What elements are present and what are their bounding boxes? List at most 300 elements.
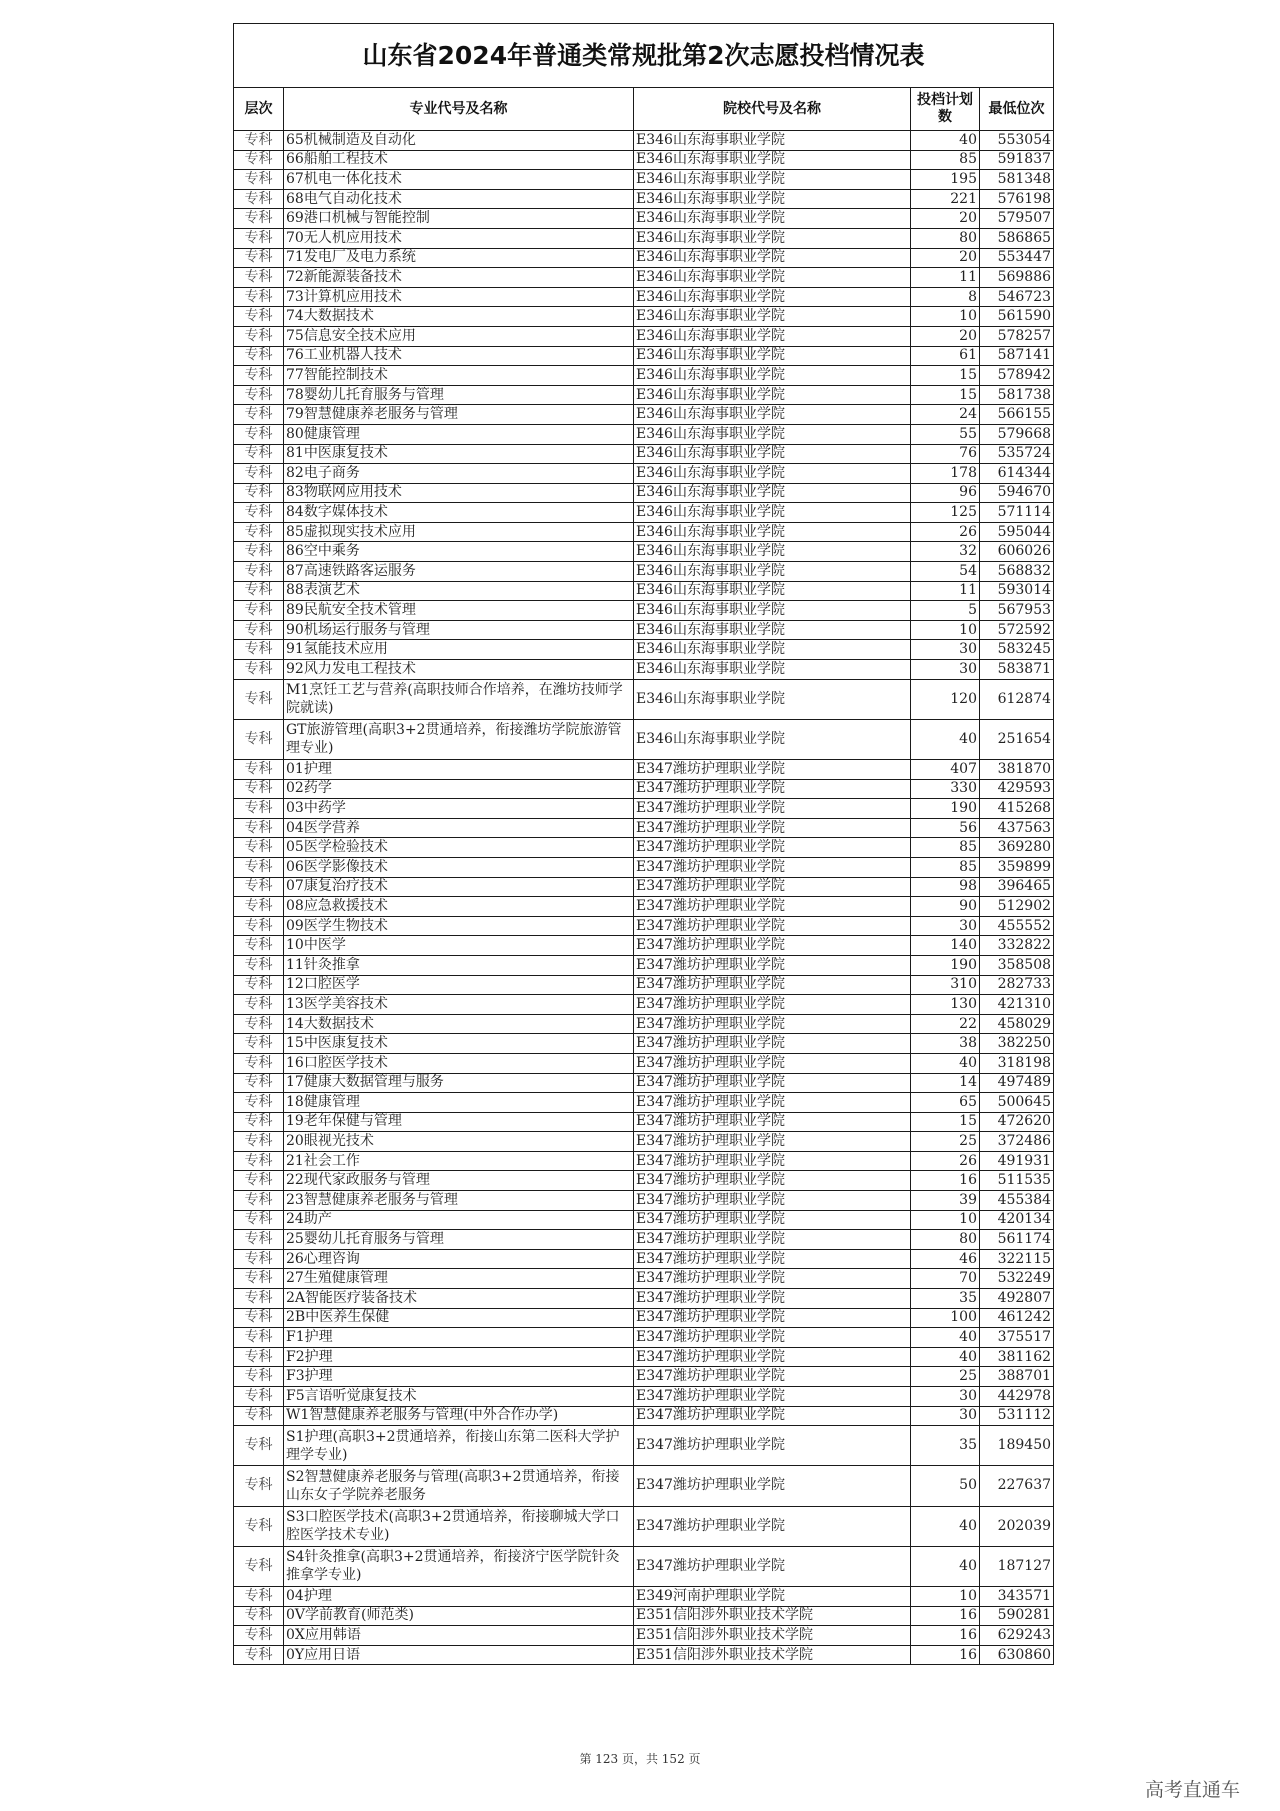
plan-count-cell: 330: [911, 779, 980, 799]
level-cell: 专科: [234, 307, 284, 327]
major-cell: 10中医学: [284, 936, 634, 956]
level-cell: 专科: [234, 1073, 284, 1093]
level-cell: 专科: [234, 779, 284, 799]
min-rank-cell: 472620: [980, 1112, 1054, 1132]
plan-count-cell: 80: [911, 1230, 980, 1250]
min-rank-cell: 583245: [980, 640, 1054, 660]
level-cell: 专科: [234, 209, 284, 229]
major-cell: 11针灸推拿: [284, 955, 634, 975]
school-cell: E349河南护理职业学院: [634, 1586, 911, 1606]
table-row: [234, 1347, 1054, 1367]
min-rank-cell: 594670: [980, 483, 1054, 503]
major-cell: 04医学营养: [284, 818, 634, 838]
major-cell: 86空中乘务: [284, 542, 634, 562]
level-cell: 专科: [234, 1151, 284, 1171]
level-cell: 专科: [234, 1034, 284, 1054]
plan-count-cell: 40: [911, 1328, 980, 1348]
plan-count-cell: 98: [911, 877, 980, 897]
major-cell: 17健康大数据管理与服务: [284, 1073, 634, 1093]
school-cell: E347潍坊护理职业学院: [634, 1249, 911, 1269]
table-row: [234, 444, 1054, 464]
major-cell: 75信息安全技术应用: [284, 326, 634, 346]
level-cell: 专科: [234, 522, 284, 542]
level-cell: 专科: [234, 1289, 284, 1309]
table-row: [234, 1053, 1054, 1073]
school-cell: E346山东海事职业学院: [634, 189, 911, 209]
major-cell: 84数字媒体技术: [284, 503, 634, 523]
major-cell: 70无人机应用技术: [284, 228, 634, 248]
plan-count-cell: 96: [911, 483, 980, 503]
level-cell: 专科: [234, 936, 284, 956]
school-cell: E347潍坊护理职业学院: [634, 1230, 911, 1250]
min-rank-cell: 458029: [980, 1014, 1054, 1034]
plan-count-cell: 16: [911, 1626, 980, 1646]
plan-count-cell: 85: [911, 838, 980, 858]
plan-count-cell: 10: [911, 307, 980, 327]
school-cell: E347潍坊护理职业学院: [634, 1426, 911, 1466]
school-cell: E351信阳涉外职业技术学院: [634, 1645, 911, 1665]
plan-count-cell: 40: [911, 1546, 980, 1586]
school-cell: E347潍坊护理职业学院: [634, 779, 911, 799]
major-cell: 03中药学: [284, 799, 634, 819]
min-rank-cell: 359899: [980, 857, 1054, 877]
table-row: [234, 679, 1054, 719]
table-body: [234, 131, 1054, 1665]
level-cell: 专科: [234, 1387, 284, 1407]
level-cell: 专科: [234, 1347, 284, 1367]
plan-count-cell: 140: [911, 936, 980, 956]
school-cell: E346山东海事职业学院: [634, 366, 911, 386]
major-cell: 04护理: [284, 1586, 634, 1606]
major-cell: S1护理(高职3+2贯通培养，衔接山东第二医科大学护理学专业): [284, 1426, 634, 1466]
major-cell: 25婴幼儿托育服务与管理: [284, 1230, 634, 1250]
level-cell: 专科: [234, 1367, 284, 1387]
table-row: [234, 719, 1054, 759]
school-cell: E346山东海事职业学院: [634, 679, 911, 719]
header-row: [234, 88, 1054, 131]
min-rank-cell: 420134: [980, 1210, 1054, 1230]
major-cell: 16口腔医学技术: [284, 1053, 634, 1073]
school-cell: E346山东海事职业学院: [634, 444, 911, 464]
major-cell: 68电气自动化技术: [284, 189, 634, 209]
major-cell: 80健康管理: [284, 424, 634, 444]
school-cell: E346山东海事职业学院: [634, 268, 911, 288]
school-cell: E346山东海事职业学院: [634, 170, 911, 190]
school-cell: E346山东海事职业学院: [634, 581, 911, 601]
level-cell: 专科: [234, 601, 284, 621]
major-cell: 08应急救援技术: [284, 897, 634, 917]
table-row: [234, 1191, 1054, 1211]
table-row: [234, 209, 1054, 229]
school-cell: E346山东海事职业学院: [634, 307, 911, 327]
major-cell: W1智慧健康养老服务与管理(中外合作办学): [284, 1406, 634, 1426]
min-rank-cell: 579507: [980, 209, 1054, 229]
min-rank-cell: 546723: [980, 287, 1054, 307]
major-cell: 15中医康复技术: [284, 1034, 634, 1054]
min-rank-cell: 202039: [980, 1506, 1054, 1546]
plan-count-cell: 10: [911, 1586, 980, 1606]
plan-count-cell: 46: [911, 1249, 980, 1269]
level-cell: 专科: [234, 405, 284, 425]
table-row: [234, 1546, 1054, 1586]
level-cell: 专科: [234, 1546, 284, 1586]
school-cell: E347潍坊护理职业学院: [634, 1289, 911, 1309]
plan-count-cell: 15: [911, 366, 980, 386]
min-rank-cell: 492807: [980, 1289, 1054, 1309]
table-row: [234, 1249, 1054, 1269]
level-cell: 专科: [234, 1586, 284, 1606]
level-cell: 专科: [234, 975, 284, 995]
level-cell: 专科: [234, 679, 284, 719]
plan-count-cell: 16: [911, 1606, 980, 1626]
plan-count-cell: 11: [911, 268, 980, 288]
school-cell: E347潍坊护理职业学院: [634, 857, 911, 877]
header-level: 层次: [234, 88, 284, 131]
plan-count-cell: 25: [911, 1367, 980, 1387]
min-rank-cell: 415268: [980, 799, 1054, 819]
min-rank-cell: 561174: [980, 1230, 1054, 1250]
table-row: [234, 1506, 1054, 1546]
table-row: [234, 760, 1054, 780]
level-cell: 专科: [234, 1626, 284, 1646]
school-cell: E346山东海事职业学院: [634, 346, 911, 366]
school-cell: E347潍坊护理职业学院: [634, 1466, 911, 1506]
watermark-text: 高考直通车: [1145, 1779, 1241, 1801]
major-cell: 21社会工作: [284, 1151, 634, 1171]
table-row: [234, 779, 1054, 799]
plan-count-cell: 20: [911, 326, 980, 346]
level-cell: 专科: [234, 581, 284, 601]
school-cell: E347潍坊护理职业学院: [634, 818, 911, 838]
min-rank-cell: 535724: [980, 444, 1054, 464]
min-rank-cell: 322115: [980, 1249, 1054, 1269]
min-rank-cell: 187127: [980, 1546, 1054, 1586]
plan-count-cell: 54: [911, 562, 980, 582]
min-rank-cell: 332822: [980, 936, 1054, 956]
plan-count-cell: 38: [911, 1034, 980, 1054]
level-cell: 专科: [234, 818, 284, 838]
plan-count-cell: 30: [911, 916, 980, 936]
plan-count-cell: 30: [911, 660, 980, 680]
min-rank-cell: 566155: [980, 405, 1054, 425]
table-row: [234, 1586, 1054, 1606]
major-cell: 65机械制造及自动化: [284, 131, 634, 151]
major-cell: 85虚拟现实技术应用: [284, 522, 634, 542]
table-row: [234, 955, 1054, 975]
school-cell: E347潍坊护理职业学院: [634, 975, 911, 995]
table-row: [234, 995, 1054, 1015]
min-rank-cell: 572592: [980, 620, 1054, 640]
min-rank-cell: 578257: [980, 326, 1054, 346]
level-cell: 专科: [234, 760, 284, 780]
major-cell: 89民航安全技术管理: [284, 601, 634, 621]
school-cell: E346山东海事职业学院: [634, 209, 911, 229]
level-cell: 专科: [234, 131, 284, 151]
admission-table-sheet: [233, 23, 1053, 1665]
min-rank-cell: 576198: [980, 189, 1054, 209]
major-cell: S3口腔医学技术(高职3+2贯通培养，衔接聊城大学口腔医学技术专业): [284, 1506, 634, 1546]
table-row: [234, 1289, 1054, 1309]
min-rank-cell: 532249: [980, 1269, 1054, 1289]
school-cell: E347潍坊护理职业学院: [634, 1171, 911, 1191]
major-cell: 20眼视光技术: [284, 1132, 634, 1152]
level-cell: 专科: [234, 170, 284, 190]
min-rank-cell: 614344: [980, 464, 1054, 484]
major-cell: F5言语听觉康复技术: [284, 1387, 634, 1407]
admission-table: [233, 23, 1054, 1665]
min-rank-cell: 581738: [980, 385, 1054, 405]
major-cell: 83物联网应用技术: [284, 483, 634, 503]
level-cell: 专科: [234, 897, 284, 917]
plan-count-cell: 40: [911, 1053, 980, 1073]
plan-count-cell: 30: [911, 1387, 980, 1407]
major-cell: 13医学美容技术: [284, 995, 634, 1015]
major-cell: 09医学生物技术: [284, 916, 634, 936]
plan-count-cell: 40: [911, 719, 980, 759]
school-cell: E347潍坊护理职业学院: [634, 1073, 911, 1093]
major-cell: 72新能源装备技术: [284, 268, 634, 288]
major-cell: 24助产: [284, 1210, 634, 1230]
min-rank-cell: 531112: [980, 1406, 1054, 1426]
table-row: [234, 1112, 1054, 1132]
min-rank-cell: 318198: [980, 1053, 1054, 1073]
table-row: [234, 1387, 1054, 1407]
level-cell: 专科: [234, 1249, 284, 1269]
major-cell: 73计算机应用技术: [284, 287, 634, 307]
major-cell: 06医学影像技术: [284, 857, 634, 877]
min-rank-cell: 571114: [980, 503, 1054, 523]
table-row: [234, 503, 1054, 523]
table-row: [234, 542, 1054, 562]
table-row: [234, 228, 1054, 248]
table-row: [234, 620, 1054, 640]
level-cell: 专科: [234, 995, 284, 1015]
table-row: [234, 1171, 1054, 1191]
level-cell: 专科: [234, 955, 284, 975]
school-cell: E347潍坊护理职业学院: [634, 936, 911, 956]
plan-count-cell: 80: [911, 228, 980, 248]
major-cell: 0V学前教育(师范类): [284, 1606, 634, 1626]
table-row: [234, 405, 1054, 425]
major-cell: 79智慧健康养老服务与管理: [284, 405, 634, 425]
min-rank-cell: 497489: [980, 1073, 1054, 1093]
table-row: [234, 1328, 1054, 1348]
level-cell: 专科: [234, 1308, 284, 1328]
table-row: [234, 799, 1054, 819]
level-cell: 专科: [234, 799, 284, 819]
plan-count-cell: 40: [911, 1506, 980, 1546]
level-cell: 专科: [234, 1171, 284, 1191]
plan-count-cell: 8: [911, 287, 980, 307]
table-row: [234, 1367, 1054, 1387]
school-cell: E346山东海事职业学院: [634, 620, 911, 640]
school-cell: E346山东海事职业学院: [634, 601, 911, 621]
plan-count-cell: 15: [911, 385, 980, 405]
level-cell: 专科: [234, 503, 284, 523]
min-rank-cell: 396465: [980, 877, 1054, 897]
plan-count-cell: 90: [911, 897, 980, 917]
major-cell: 77智能控制技术: [284, 366, 634, 386]
school-cell: E347潍坊护理职业学院: [634, 1132, 911, 1152]
min-rank-cell: 569886: [980, 268, 1054, 288]
table-row: [234, 660, 1054, 680]
plan-count-cell: 14: [911, 1073, 980, 1093]
min-rank-cell: 586865: [980, 228, 1054, 248]
plan-count-cell: 39: [911, 1191, 980, 1211]
level-cell: 专科: [234, 1053, 284, 1073]
major-cell: 74大数据技术: [284, 307, 634, 327]
major-cell: 12口腔医学: [284, 975, 634, 995]
level-cell: 专科: [234, 562, 284, 582]
school-cell: E347潍坊护理职业学院: [634, 1210, 911, 1230]
table-row: [234, 189, 1054, 209]
level-cell: 专科: [234, 838, 284, 858]
school-cell: E351信阳涉外职业技术学院: [634, 1626, 911, 1646]
level-cell: 专科: [234, 1606, 284, 1626]
table-row: [234, 1014, 1054, 1034]
plan-count-cell: 70: [911, 1269, 980, 1289]
major-cell: F2护理: [284, 1347, 634, 1367]
plan-count-cell: 125: [911, 503, 980, 523]
major-cell: 2B中医养生保健: [284, 1308, 634, 1328]
level-cell: 专科: [234, 660, 284, 680]
level-cell: 专科: [234, 248, 284, 268]
school-cell: E347潍坊护理职业学院: [634, 1387, 911, 1407]
school-cell: E347潍坊护理职业学院: [634, 1191, 911, 1211]
level-cell: 专科: [234, 385, 284, 405]
level-cell: 专科: [234, 1132, 284, 1152]
table-row: [234, 1466, 1054, 1506]
plan-count-cell: 130: [911, 995, 980, 1015]
table-row: [234, 307, 1054, 327]
plan-count-cell: 20: [911, 248, 980, 268]
table-row: [234, 385, 1054, 405]
table-row: [234, 1093, 1054, 1113]
min-rank-cell: 612874: [980, 679, 1054, 719]
min-rank-cell: 491931: [980, 1151, 1054, 1171]
level-cell: 专科: [234, 483, 284, 503]
table-row: [234, 640, 1054, 660]
table-row: [234, 268, 1054, 288]
school-cell: E346山东海事职业学院: [634, 542, 911, 562]
school-cell: E347潍坊护理职业学院: [634, 1053, 911, 1073]
plan-count-cell: 22: [911, 1014, 980, 1034]
school-cell: E346山东海事职业学院: [634, 385, 911, 405]
table-row: [234, 601, 1054, 621]
school-cell: E347潍坊护理职业学院: [634, 1347, 911, 1367]
level-cell: 专科: [234, 1230, 284, 1250]
table-row: [234, 464, 1054, 484]
major-cell: 27生殖健康管理: [284, 1269, 634, 1289]
plan-count-cell: 24: [911, 405, 980, 425]
table-row: [234, 1308, 1054, 1328]
min-rank-cell: 561590: [980, 307, 1054, 327]
school-cell: E347潍坊护理职业学院: [634, 1151, 911, 1171]
page-number: 第 123 页，共 152 页: [579, 1752, 701, 1766]
table-title: 山东省2024年普通类常规批第2次志愿投档情况表: [234, 24, 1054, 88]
level-cell: 专科: [234, 189, 284, 209]
plan-count-cell: 25: [911, 1132, 980, 1152]
major-cell: 87高速铁路客运服务: [284, 562, 634, 582]
school-cell: E346山东海事职业学院: [634, 326, 911, 346]
plan-count-cell: 30: [911, 1406, 980, 1426]
school-cell: E346山东海事职业学院: [634, 248, 911, 268]
plan-count-cell: 85: [911, 857, 980, 877]
major-cell: GT旅游管理(高职3+2贯通培养，衔接潍坊学院旅游管理专业): [284, 719, 634, 759]
school-cell: E347潍坊护理职业学院: [634, 760, 911, 780]
major-cell: M1烹饪工艺与营养(高职技师合作培养，在潍坊技师学院就读): [284, 679, 634, 719]
table-row: [234, 424, 1054, 444]
school-cell: E346山东海事职业学院: [634, 405, 911, 425]
plan-count-cell: 100: [911, 1308, 980, 1328]
plan-count-cell: 310: [911, 975, 980, 995]
school-cell: E346山东海事职业学院: [634, 640, 911, 660]
major-cell: 19老年保健与管理: [284, 1112, 634, 1132]
plan-count-cell: 35: [911, 1426, 980, 1466]
table-row: [234, 857, 1054, 877]
table-row: [234, 975, 1054, 995]
header-major: 专业代号及名称: [284, 88, 634, 131]
school-cell: E347潍坊护理职业学院: [634, 1506, 911, 1546]
level-cell: 专科: [234, 346, 284, 366]
plan-count-cell: 221: [911, 189, 980, 209]
level-cell: 专科: [234, 287, 284, 307]
school-cell: E347潍坊护理职业学院: [634, 1308, 911, 1328]
school-cell: E347潍坊护理职业学院: [634, 1328, 911, 1348]
table-row: [234, 1073, 1054, 1093]
header-school: 院校代号及名称: [634, 88, 911, 131]
level-cell: 专科: [234, 1645, 284, 1665]
major-cell: 78婴幼儿托育服务与管理: [284, 385, 634, 405]
level-cell: 专科: [234, 228, 284, 248]
major-cell: 02药学: [284, 779, 634, 799]
min-rank-cell: 567953: [980, 601, 1054, 621]
min-rank-cell: 442978: [980, 1387, 1054, 1407]
plan-count-cell: 85: [911, 150, 980, 170]
major-cell: 81中医康复技术: [284, 444, 634, 464]
level-cell: 专科: [234, 857, 284, 877]
min-rank-cell: 455384: [980, 1191, 1054, 1211]
major-cell: 67机电一体化技术: [284, 170, 634, 190]
table-row: [234, 1269, 1054, 1289]
table-row: [234, 1034, 1054, 1054]
level-cell: 专科: [234, 150, 284, 170]
min-rank-cell: 629243: [980, 1626, 1054, 1646]
school-cell: E346山东海事职业学院: [634, 424, 911, 444]
major-cell: S2智慧健康养老服务与管理(高职3+2贯通培养，衔接山东女子学院养老服务: [284, 1466, 634, 1506]
level-cell: 专科: [234, 366, 284, 386]
table-row: [234, 326, 1054, 346]
min-rank-cell: 553054: [980, 131, 1054, 151]
major-cell: 88表演艺术: [284, 581, 634, 601]
school-cell: E347潍坊护理职业学院: [634, 877, 911, 897]
min-rank-cell: 500645: [980, 1093, 1054, 1113]
level-cell: 专科: [234, 719, 284, 759]
school-cell: E346山东海事职业学院: [634, 483, 911, 503]
min-rank-cell: 590281: [980, 1606, 1054, 1626]
min-rank-cell: 583871: [980, 660, 1054, 680]
major-cell: 0X应用韩语: [284, 1626, 634, 1646]
level-cell: 专科: [234, 1328, 284, 1348]
min-rank-cell: 251654: [980, 719, 1054, 759]
min-rank-cell: 568832: [980, 562, 1054, 582]
school-cell: E347潍坊护理职业学院: [634, 955, 911, 975]
school-cell: E347潍坊护理职业学院: [634, 838, 911, 858]
school-cell: E346山东海事职业学院: [634, 287, 911, 307]
major-cell: 18健康管理: [284, 1093, 634, 1113]
plan-count-cell: 10: [911, 1210, 980, 1230]
level-cell: 专科: [234, 1210, 284, 1230]
